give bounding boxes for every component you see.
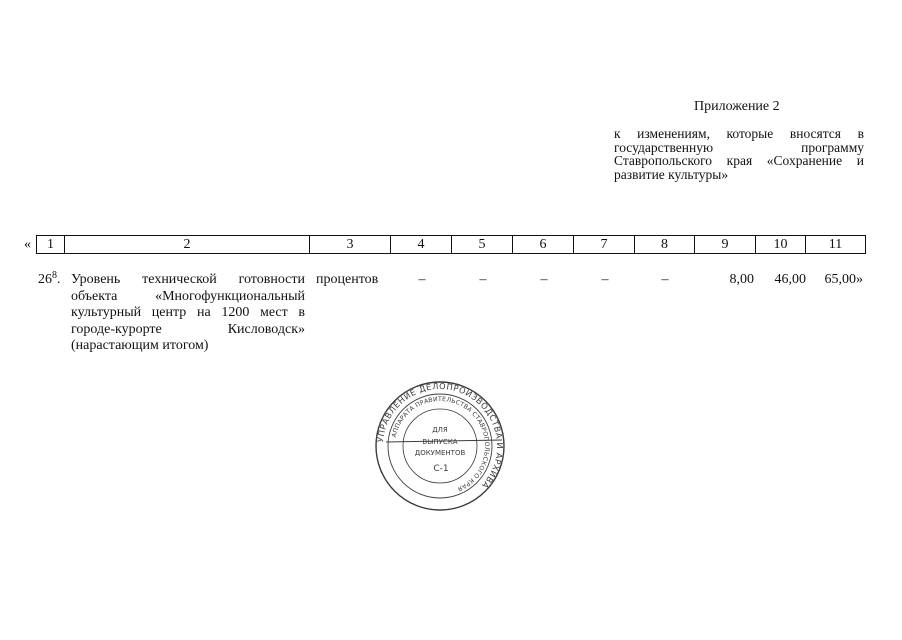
row-number-main: 26 — [38, 272, 52, 287]
header-row — [37, 236, 866, 254]
stamp-outer-text: УПРАВЛЕНИЕ ДЕЛОПРОИЗВОДСТВА И АРХИВА — [375, 380, 506, 491]
row-number — [38, 272, 61, 289]
row-number-suffix: . — [57, 272, 61, 287]
stamp-center-line-1: ДЛЯ — [432, 426, 448, 434]
unit-of-measure: процентов — [316, 272, 379, 287]
table-row — [0, 272, 902, 362]
header-col-9: 9 — [695, 236, 756, 254]
value-col-6: – — [540, 272, 548, 287]
header-col-1: 1 — [37, 236, 65, 254]
indicator-name: Уровень технической готовности объекта «Многофункциональный культурный центр на 1200 мест в городе-курорте Кисловодск» (нарастающим итогом) — [71, 272, 305, 353]
header-col-10: 10 — [756, 236, 806, 254]
value-col-8: – — [661, 272, 669, 287]
value-col-5: – — [479, 272, 487, 287]
header-col-4: 4 — [391, 236, 452, 254]
appendix-subtitle: к изменениям, которые вносятся в государственную программу Ставропольского края «Сохранение и развитие культуры» — [614, 126, 864, 182]
stamp-center-line-2: ВЫПУСКА — [422, 438, 458, 446]
stamp-center-line-3: ДОКУМЕНТОВ — [414, 449, 466, 457]
value-col-11: 65,00» — [824, 272, 863, 287]
stamp-middle-ring — [388, 394, 492, 498]
header-col-8: 8 — [635, 236, 695, 254]
row-number-superscript: 8 — [52, 270, 57, 281]
header-col-7: 7 — [574, 236, 635, 254]
header-col-6: 6 — [513, 236, 574, 254]
value-col-4: – — [418, 272, 426, 287]
appendix-title: Приложение 2 — [694, 99, 780, 114]
header-col-3: 3 — [310, 236, 391, 254]
stamp-code: С-1 — [433, 464, 449, 474]
stamp-inner-text: АППАРАТА ПРАВИТЕЛЬСТВА СТАВРОПОЛЬСКОГО КРАЯ — [390, 395, 491, 493]
official-stamp — [374, 380, 506, 512]
header-col-2: 2 — [65, 236, 310, 254]
value-col-7: – — [601, 272, 609, 287]
opening-quote: « — [24, 237, 31, 252]
header-col-5: 5 — [452, 236, 513, 254]
value-col-10: 46,00 — [774, 272, 806, 287]
column-number-header-table — [36, 235, 866, 254]
header-col-11: 11 — [806, 236, 866, 254]
value-col-9: 8,00 — [729, 272, 754, 287]
